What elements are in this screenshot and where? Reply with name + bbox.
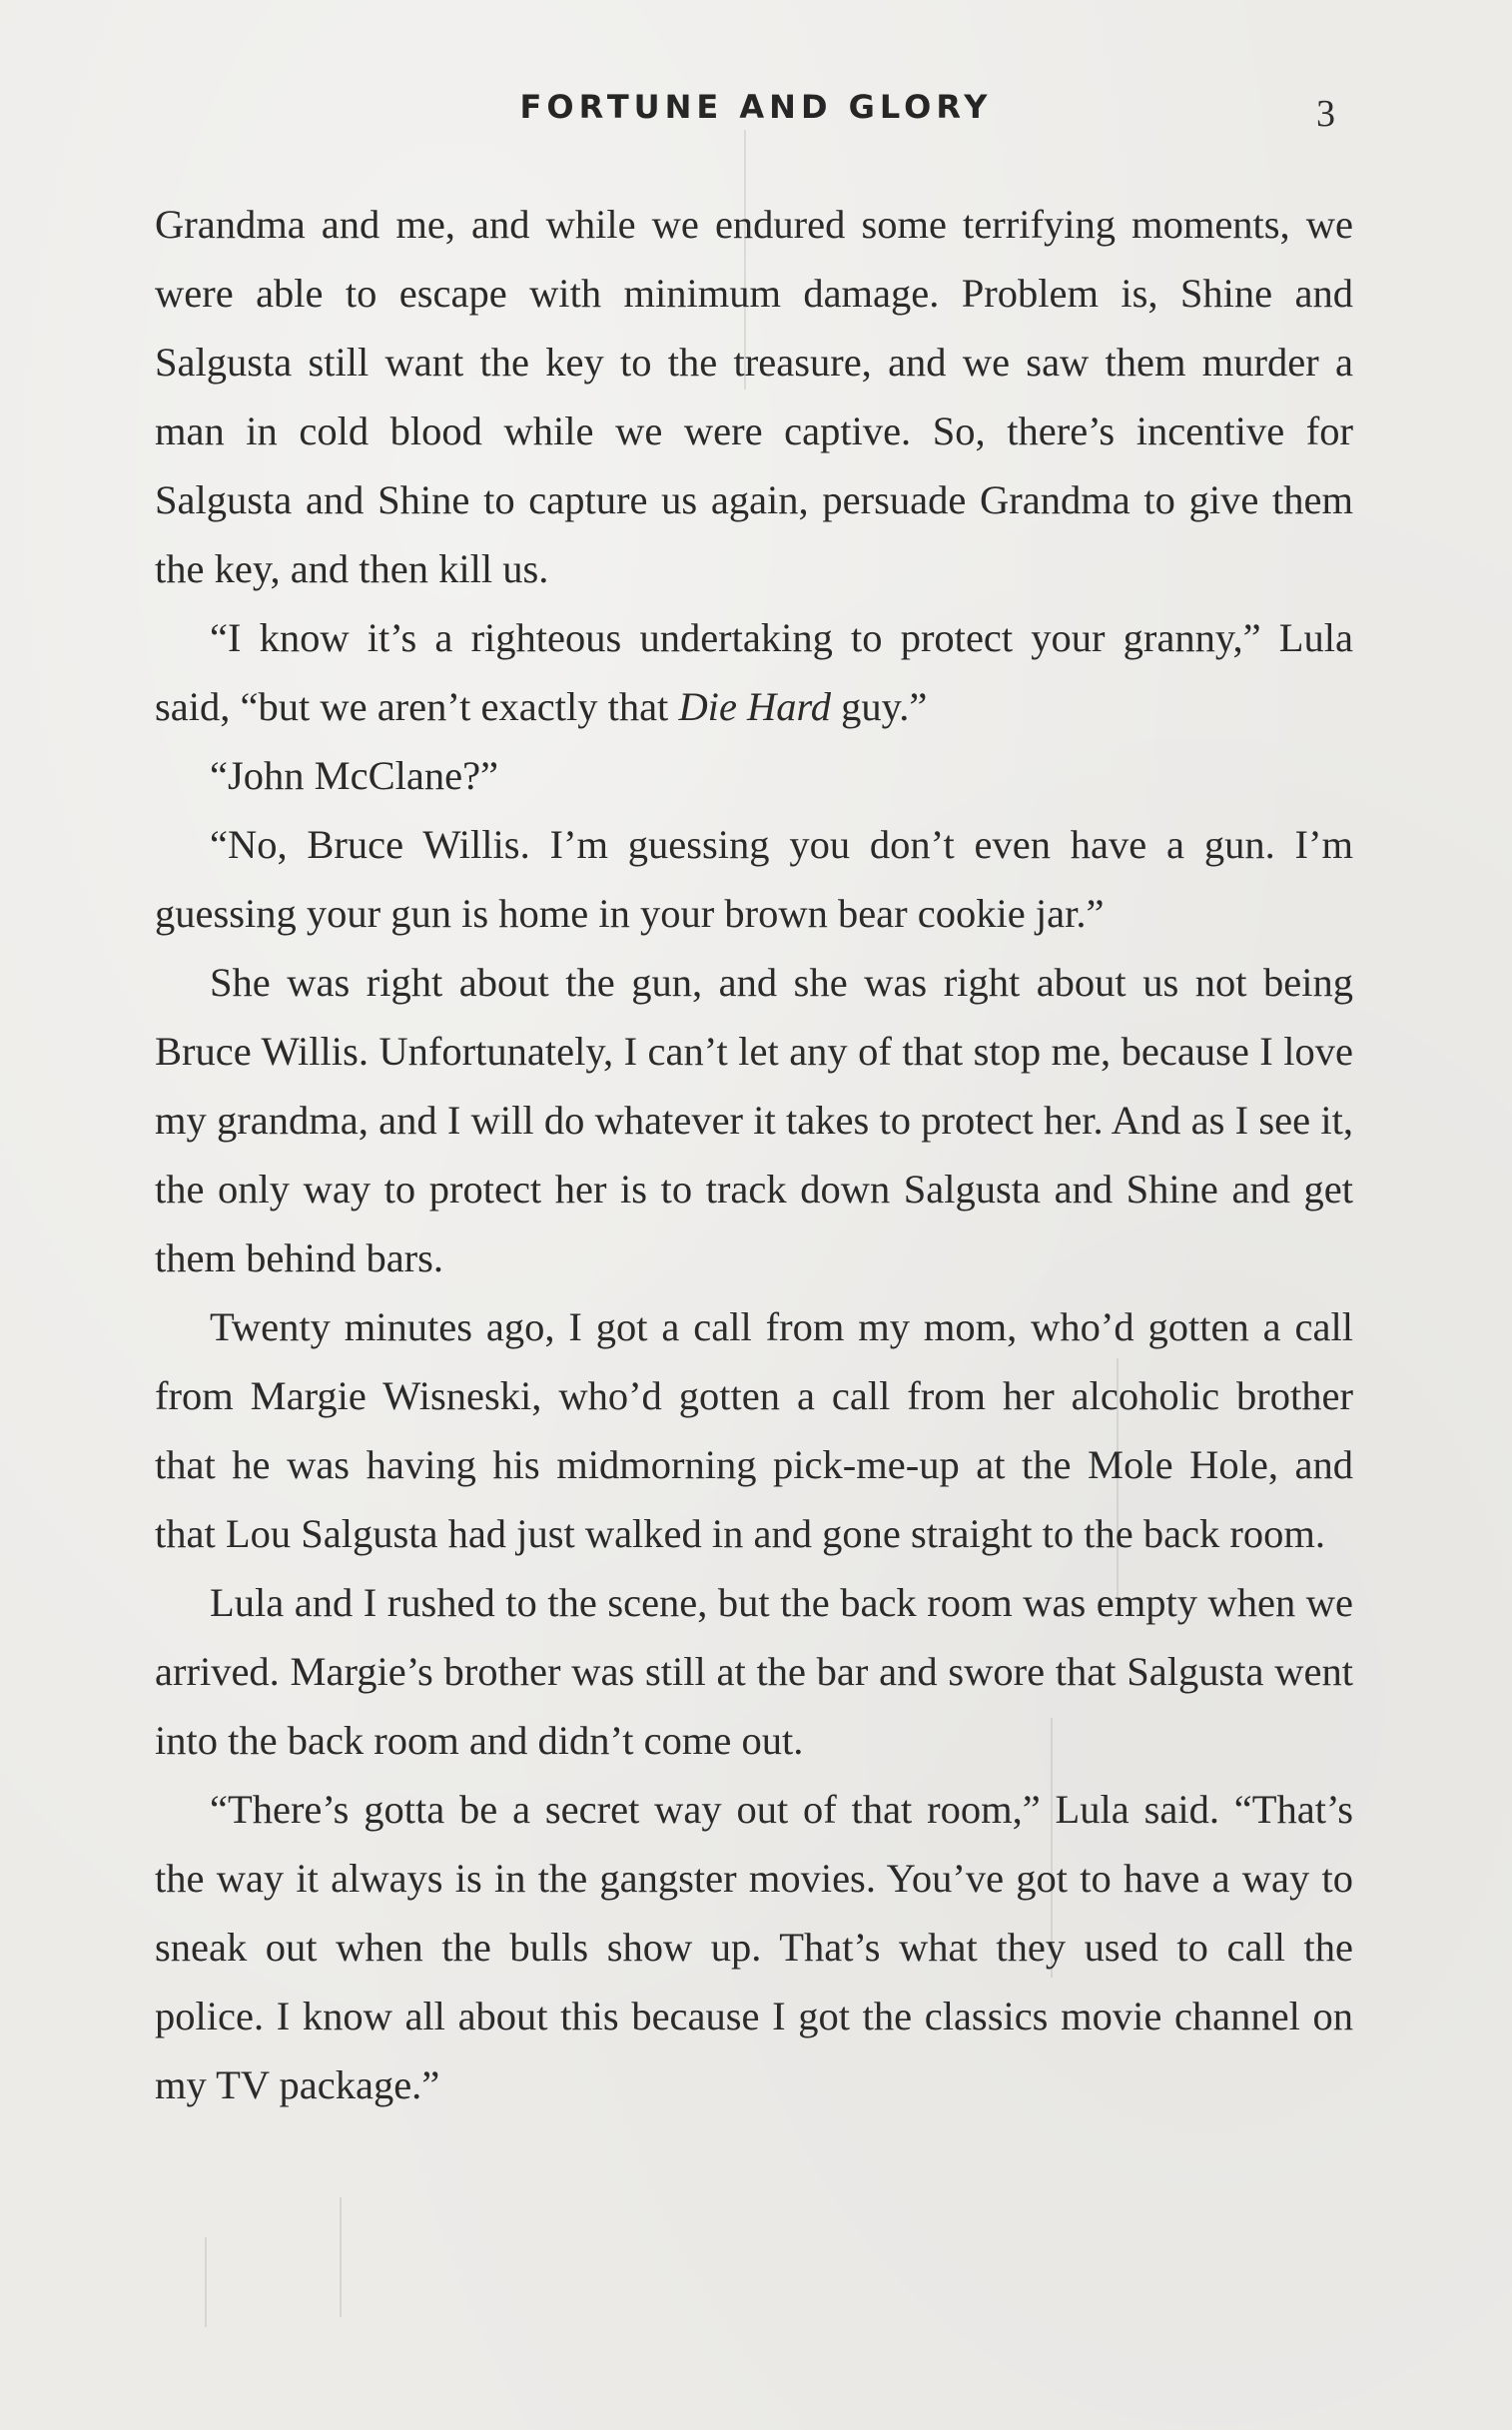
- running-title: FORTUNE AND GLORY: [519, 88, 993, 126]
- paper-crease-mark: [205, 2237, 207, 2327]
- italic-title: Die Hard: [678, 684, 832, 729]
- paragraph: “No, Bruce Willis. I’m guessing you don’t even have a gun. I’m guessing your gun is home in your brown bear cookie jar.”: [155, 822, 1353, 936]
- body-text: [155, 190, 1353, 2119]
- paragraph: Lula and I rushed to the scene, but the back room was empty when we arrived. Margie’s brother was still at the bar and swore that Salgusta went into the back room and didn’t come out.: [155, 1580, 1353, 1763]
- text-run: guy.”: [831, 684, 928, 729]
- paragraph: Twenty minutes ago, I got a call from my mom, who’d gotten a call from Margie Wisneski, who’d gotten a call from her alcoholic brother that he was having his midmorning pick-me-up at the Mole Hole, and that Lou Salgusta had just walked in and gone straight to the back room.: [155, 1304, 1353, 1556]
- paragraph: “There’s gotta be a secret way out of that room,” Lula said. “That’s the way it always is in the gangster movies. You’ve got to have a way to sneak out when the bulls show up. That’s what they used to call the police. I know all about this because I got the classics movie channel on my TV package.”: [155, 1787, 1353, 2107]
- paper-crease-mark: [340, 2197, 342, 2317]
- paragraph: Grandma and me, and while we endured some terrifying moments, we were able to escape with minimum damage. Problem is, Shine and Salgusta still want the key to the treasure, and we saw them murder a man in cold blood while we were captive. So, there’s incentive for Salgusta and Shine to capture us again, persuade Grandma to give them the key, and then kill us.: [155, 202, 1353, 591]
- page-number: 3: [1316, 93, 1335, 135]
- paragraph: “John McClane?”: [210, 753, 499, 798]
- paragraph: She was right about the gun, and she was right about us not being Bruce Willis. Unfortunately, I can’t let any of that stop me, because I love my grandma, and I will do whatever it takes to protect her. And as I see it, the only way to protect her is to track down Salgusta and Shine and get them behind bars.: [155, 960, 1353, 1280]
- paragraph: [155, 603, 1353, 741]
- text-run: “I know it’s a righteous undertaking to protect your granny,” Lula said, “but we aren’t exactly that: [155, 615, 1353, 729]
